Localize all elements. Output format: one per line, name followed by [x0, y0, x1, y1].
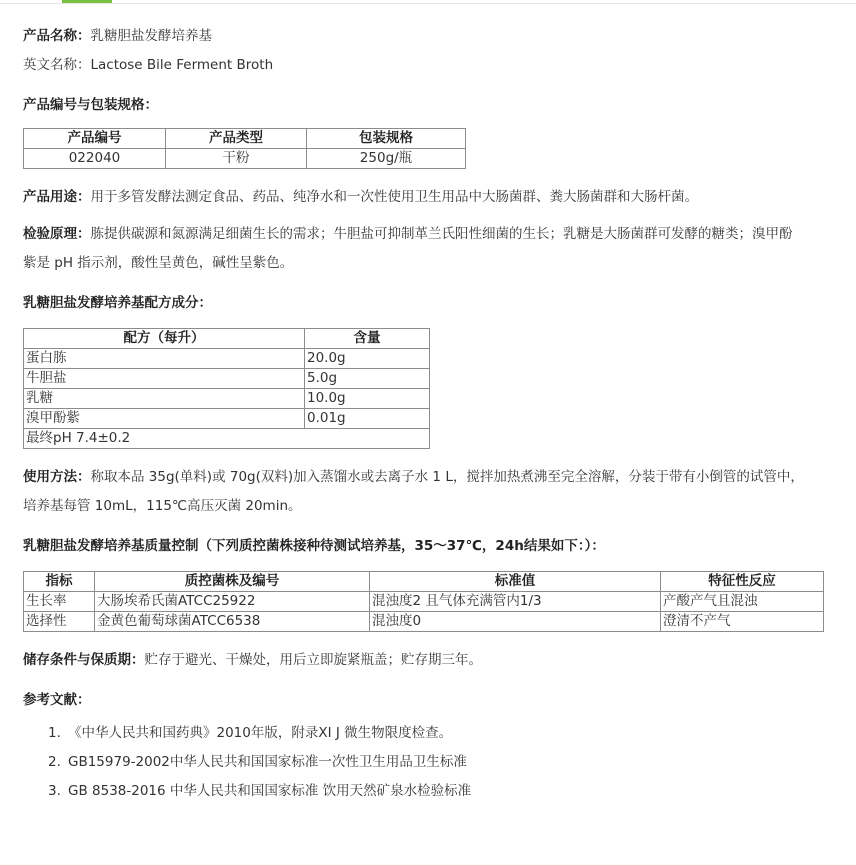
- table-cell: 乳糖: [24, 389, 305, 409]
- references-heading: 参考文献：: [23, 692, 91, 708]
- usage-line: [23, 183, 833, 212]
- column-header: 特征性反应: [661, 572, 824, 592]
- english-name-value: Lactose Bile Ferment Broth: [90, 57, 274, 73]
- method-line-1: [23, 463, 833, 492]
- method-line-2: 培养基每管 10mL，115℃高压灭菌 20min。: [23, 498, 302, 514]
- table-cell: 022040: [24, 149, 166, 169]
- reference-text: 《中华人民共和国药典》2010年版，附录XI J 微生物限度检查。: [68, 725, 453, 741]
- table-cell: 5.0g: [305, 369, 430, 389]
- column-header: 指标: [24, 572, 95, 592]
- table-cell: 250g/瓶: [307, 149, 466, 169]
- table-row: [24, 349, 430, 369]
- top-divider: [0, 0, 856, 4]
- column-header: 配方（每升）: [24, 329, 305, 349]
- table-row: [24, 612, 824, 632]
- formula-table: [23, 328, 430, 449]
- table-cell: 10.0g: [305, 389, 430, 409]
- list-number: 1.: [48, 725, 61, 741]
- table-row: [24, 389, 430, 409]
- table-cell: 生长率: [24, 592, 95, 612]
- qc-table: [23, 571, 824, 632]
- list-item: [23, 748, 833, 777]
- usage-text: 用于多管发酵法测定食品、药品、纯净水和一次性使用卫生用品中大肠菌群、粪大肠菌群和大肠杆菌。: [90, 189, 698, 205]
- formula-heading: 乳糖胆盐发酵培养基配方成分：: [23, 295, 212, 311]
- table-row: [24, 409, 430, 429]
- product-name-value: 乳糖胆盐发酵培养基: [90, 28, 212, 44]
- principle-text-1: 胨提供碳源和氮源满足细菌生长的需求；牛胆盐可抑制革兰氏阳性细菌的生长；乳糖是大肠菌群可发酵的糖类；溴甲酚: [90, 226, 793, 242]
- method-text-1: 称取本品 35g(单料)或 70g(双料)加入蒸馏水或去离子水 1 L，搅拌加热煮沸至完全溶解，分装于带有小倒管的试管中，: [90, 469, 804, 485]
- table-cell: 选择性: [24, 612, 95, 632]
- product-document: [23, 22, 833, 806]
- list-number: 2.: [48, 754, 61, 770]
- principle-line-1: [23, 220, 833, 249]
- divider-line: [0, 3, 856, 4]
- column-header: 产品编号: [24, 129, 166, 149]
- product-name-label: 产品名称：: [23, 28, 91, 44]
- english-name-label: 英文名称：: [23, 57, 91, 73]
- column-header: 标准值: [370, 572, 661, 592]
- qc-heading: 乳糖胆盐发酵培养基质量控制（下列质控菌株接种待测试培养基，35～37℃，24h结果如下：）：: [23, 538, 605, 554]
- table-row: [24, 149, 466, 169]
- table-cell: 产酸产气且混浊: [661, 592, 824, 612]
- packaging-heading: 产品编号与包装规格：: [23, 97, 158, 113]
- table-cell: 牛胆盐: [24, 369, 305, 389]
- principle-line-2: 紫是 pH 指示剂，酸性呈黄色，碱性呈紫色。: [23, 255, 294, 271]
- table-cell: 0.01g: [305, 409, 430, 429]
- storage-label: 储存条件与保质期：: [23, 652, 145, 668]
- column-header: 产品类型: [166, 129, 307, 149]
- table-cell: 混浊度2 且气体充满管内1/3: [370, 592, 661, 612]
- table-cell: 大肠埃希氏菌ATCC25922: [95, 592, 370, 612]
- table-cell: 干粉: [166, 149, 307, 169]
- column-header: 质控菌株及编号: [95, 572, 370, 592]
- product-name-line: [23, 22, 833, 51]
- table-cell: 澄清不产气: [661, 612, 824, 632]
- table-cell: 蛋白胨: [24, 349, 305, 369]
- reference-text: GB 8538-2016 中华人民共和国国家标准 饮用天然矿泉水检验标准: [68, 783, 472, 799]
- column-header: 含量: [305, 329, 430, 349]
- table-cell: 混浊度0: [370, 612, 661, 632]
- references-list: [23, 719, 833, 806]
- packaging-table: [23, 128, 466, 169]
- table-row: [24, 592, 824, 612]
- storage-text: 贮存于避光、干燥处，用后立即旋紧瓶盖；贮存期三年。: [144, 652, 482, 668]
- table-header-row: [24, 329, 430, 349]
- table-cell: 金黄色葡萄球菌ATCC6538: [95, 612, 370, 632]
- table-header-row: [24, 129, 466, 149]
- table-row: [24, 369, 430, 389]
- list-number: 3.: [48, 783, 61, 799]
- table-header-row: [24, 572, 824, 592]
- table-cell: 溴甲酚紫: [24, 409, 305, 429]
- reference-text: GB15979-2002中华人民共和国国家标准一次性卫生用品卫生标准: [68, 754, 467, 770]
- list-item: [23, 719, 833, 748]
- column-header: 包装规格: [307, 129, 466, 149]
- principle-label: 检验原理：: [23, 226, 91, 242]
- table-cell: 20.0g: [305, 349, 430, 369]
- storage-line: [23, 646, 833, 675]
- usage-label: 产品用途：: [23, 189, 91, 205]
- method-label: 使用方法：: [23, 469, 91, 485]
- final-ph-cell: 最终pH 7.4±0.2: [24, 429, 430, 449]
- list-item: [23, 777, 833, 806]
- english-name-line: [23, 51, 833, 80]
- table-row: [24, 429, 430, 449]
